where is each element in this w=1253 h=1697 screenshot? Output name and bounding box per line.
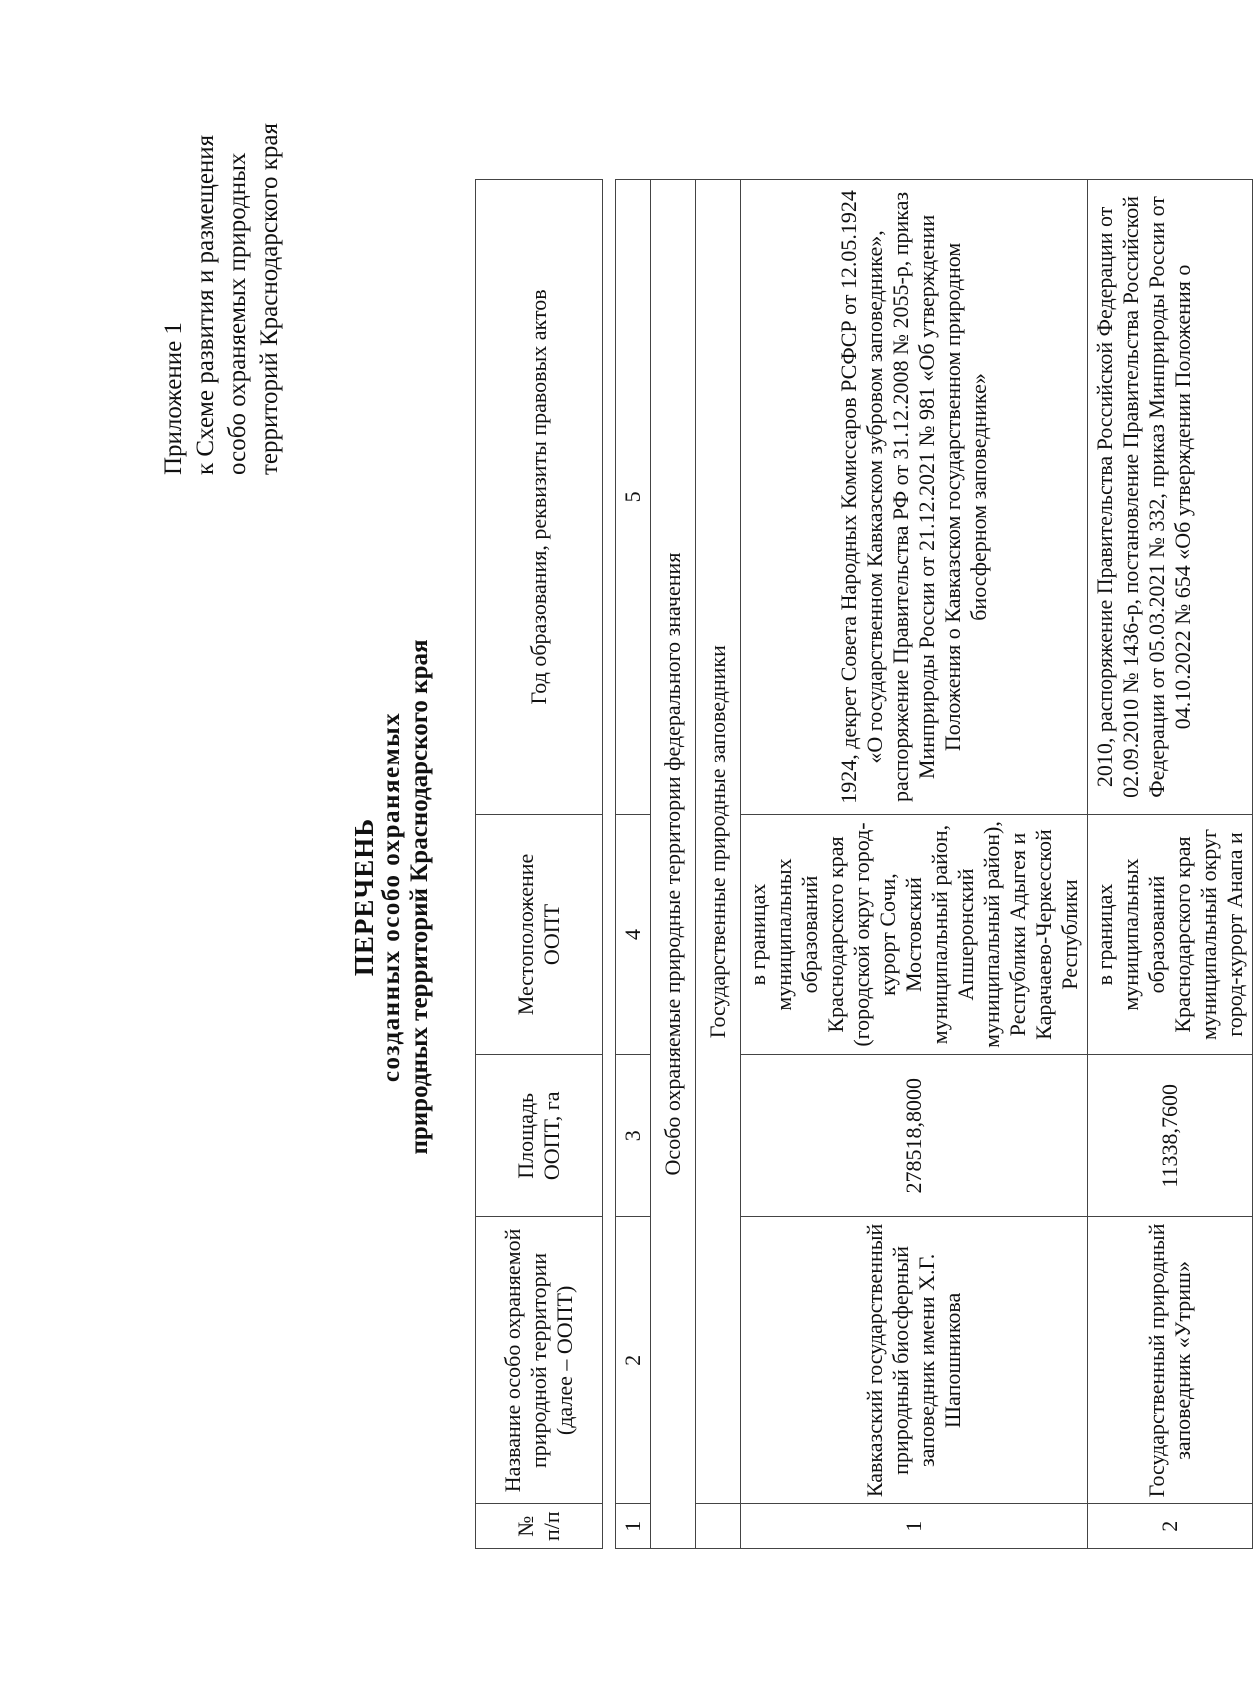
row-acts: 2010, распоряжение Правительства Российской Федерации от 02.09.2010 № 1436-р, постановление Правительства Российской Федерации от 05.03.2021 № 332, приказ Минприроды России от 04.10.2022 № 654 «Об утверждении Положения о [1088,180,1253,815]
document-title [350,587,434,1207]
row-location: в границах муниципальных образований Краснодарского края муниципальный округ город-курорт Анапа и [1088,814,1253,1054]
title-line-2: созданных особо охраняемых [378,711,405,1083]
header-number: № п/п [476,1504,603,1549]
column-number: 4 [616,814,651,1054]
row-acts: 1924, декрет Совета Народных Комиссаров РСФСР от 12.05.1924 «О государственном Кавказском зубровом заповеднике», распоряжение Правительства РФ от 31.12.2008 № 2055-р, приказ Минприроды России от 21.12.2021 № 981 «Об утверждении Положения о Кавказском государственном природном биосферном заповеднике» [741,180,1088,815]
header-location: Местоположение ООПТ [476,814,603,1054]
table-header-row [476,180,603,1549]
header-name: Название особо охраняемой природной территории (далее – ООПТ) [476,1217,603,1504]
appendix-line-4: территорий Краснодарского края [256,123,283,475]
row-area: 11338,7600 [1088,1055,1253,1217]
row-area: 278518,8000 [741,1055,1088,1217]
appendix-line-1: Приложение 1 [160,322,187,475]
protected-areas-table [475,179,1253,1549]
subsection-row-reserves [696,180,741,1549]
appendix-line-2: к Схеме развития и размещения [192,134,219,475]
row-name: Кавказский государственный природный биосферный заповедник имени Х.Г. Шапошникова [741,1217,1088,1504]
table-spacer [603,180,616,1549]
column-number: 5 [616,180,651,815]
column-number-row [616,180,651,1549]
row-number: 2 [1088,1504,1253,1549]
table-row [741,180,1088,1549]
appendix-line-3: особо охраняемых природных [224,152,251,475]
appendix-block [158,35,286,475]
table-row [1088,180,1253,1549]
row-location: в границах муниципальных образований Краснодарского края (городской округ город-курорт Сочи, Мостовский муниципальный район, Апшеронский муниципальный район), Республики Адыгея и Карачаево-Черкесской Республики [741,814,1088,1054]
header-area: Площадь ООПТ, га [476,1055,603,1217]
section-row-federal [651,180,696,1549]
title-line-3: природных территорий Краснодарского края [406,639,433,1155]
row-number: 1 [741,1504,1088,1549]
column-number: 1 [616,1504,651,1549]
header-acts: Год образования, реквизиты правовых актов [476,180,603,815]
title-line-1: ПЕРЕЧЕНЬ [349,817,379,977]
column-number: 2 [616,1217,651,1504]
column-number: 3 [616,1055,651,1217]
subsection-reserves: Государственные природные заповедники [696,180,741,1504]
row-name: Государственный природный заповедник «Утриш» [1088,1217,1253,1504]
section-federal: Особо охраняемые природные территории федерального значения [651,180,696,1549]
